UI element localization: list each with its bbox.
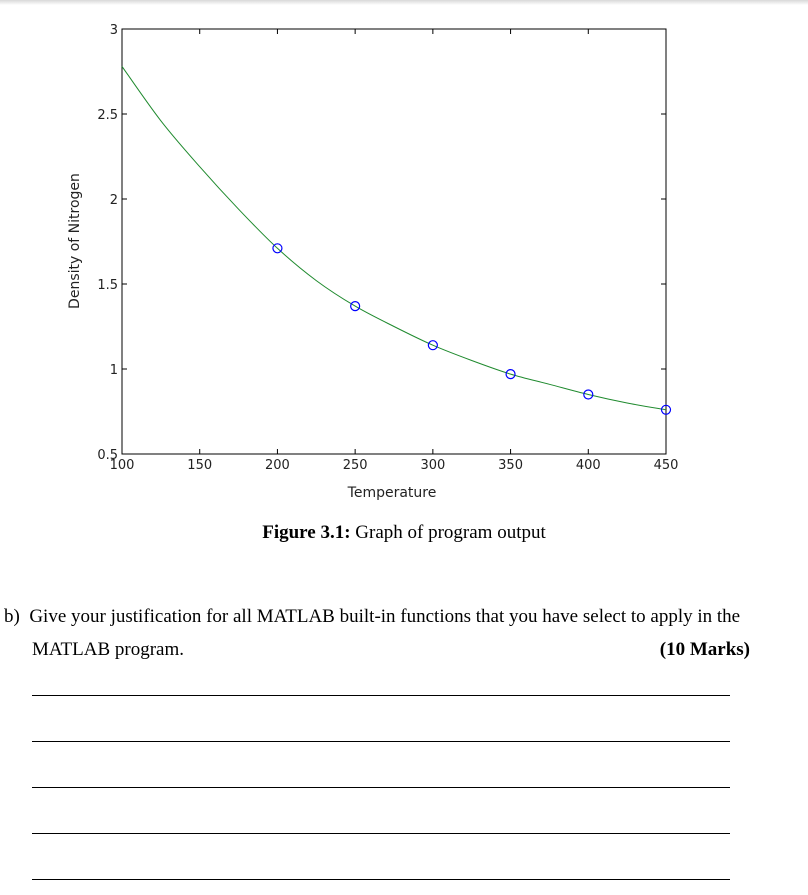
y-tick-label: 3 <box>109 23 118 38</box>
question-b-line-2: MATLAB program. <box>32 639 184 660</box>
figure-caption-text: Graph of program output <box>350 522 546 543</box>
answer-line-5[interactable] <box>32 879 730 880</box>
figure-caption-label: Figure 3.1: <box>262 522 351 543</box>
x-tick-label: 100 <box>109 458 135 473</box>
x-tick-labels <box>110 458 679 473</box>
y-tick-label: 2.5 <box>97 108 118 123</box>
x-tick-label: 300 <box>420 458 446 473</box>
x-tick-label: 250 <box>342 458 368 473</box>
y-tick-labels <box>97 23 118 463</box>
figure-caption <box>0 522 808 544</box>
answer-line-2[interactable] <box>32 741 730 742</box>
y-tick-label: 1.5 <box>97 278 118 293</box>
y-axis-label: Density of Nitrogen <box>67 173 83 309</box>
x-tick-label: 200 <box>265 458 290 473</box>
plot-area-frame <box>122 29 666 454</box>
x-tick-label: 450 <box>653 458 679 473</box>
x-tick-label: 350 <box>498 458 523 473</box>
x-tick-label: 400 <box>575 458 601 473</box>
question-b-line-1: b) Give your justification for all MATLAB built-in functions that you have select to apply in the <box>4 606 741 627</box>
question-b-marks: (10 Marks) <box>659 639 750 660</box>
answer-line-1[interactable] <box>32 695 730 696</box>
y-tick-label: 0.5 <box>97 448 118 463</box>
answer-line-3[interactable] <box>32 787 730 788</box>
x-tick-label: 150 <box>187 458 213 473</box>
y-tick-label: 1 <box>109 363 118 378</box>
y-tick-label: 2 <box>109 193 118 208</box>
x-axis-label: Temperature <box>347 485 437 501</box>
answer-line-4[interactable] <box>32 833 730 834</box>
